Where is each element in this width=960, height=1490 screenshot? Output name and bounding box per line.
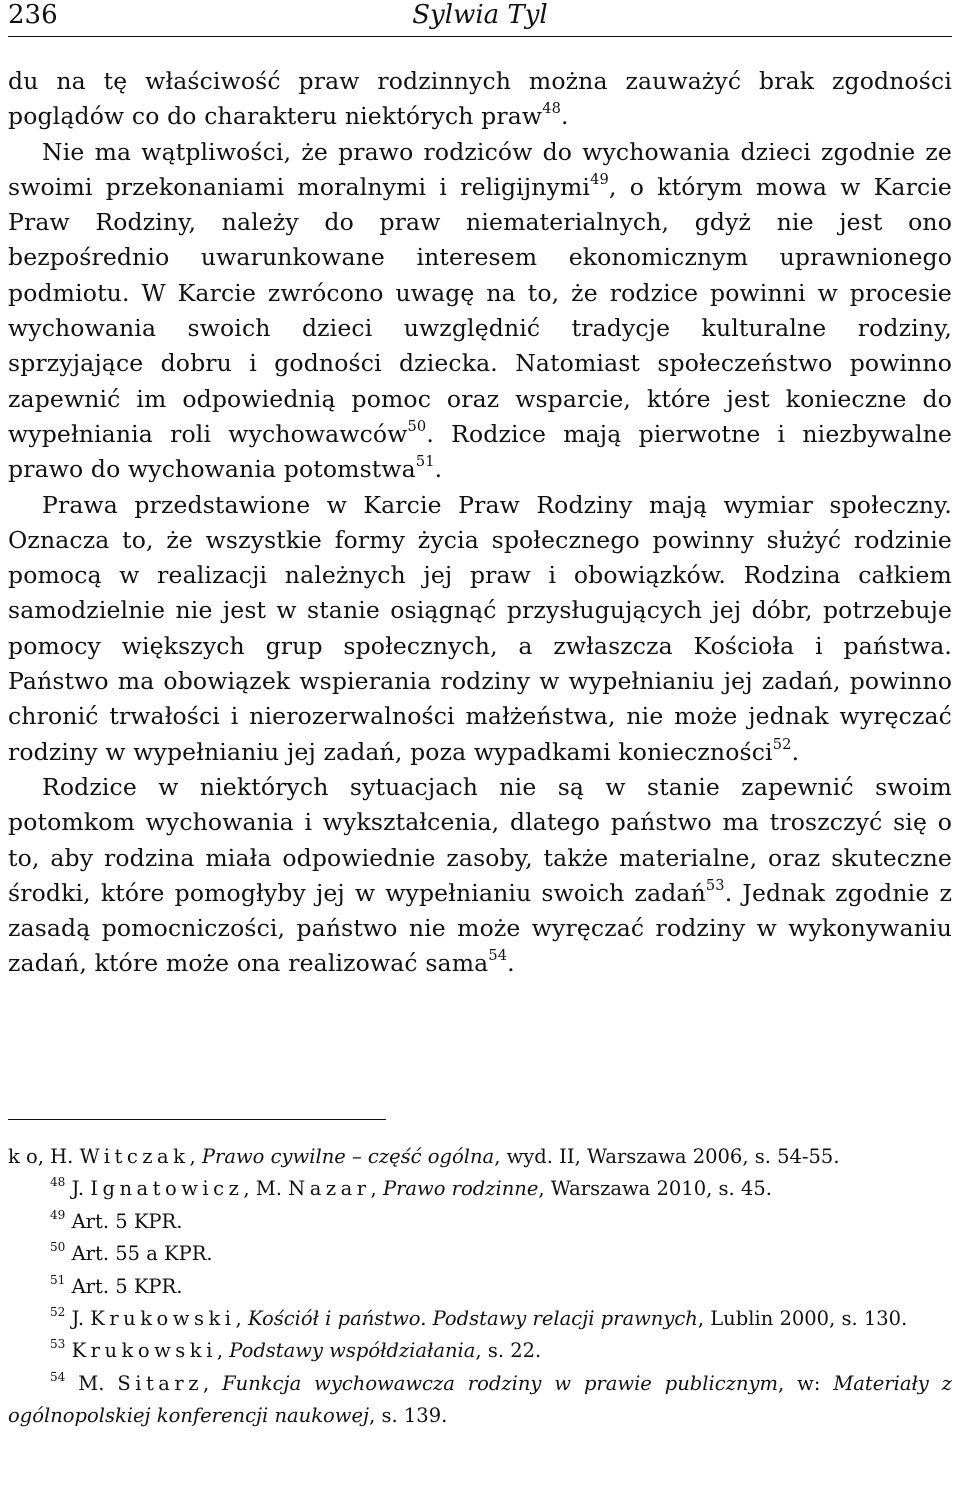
footnote-number: 52	[50, 1304, 66, 1319]
footnote-text: k o, H.	[8, 1145, 80, 1168]
footnote-54	[8, 1368, 952, 1433]
footnote-text: ,	[370, 1177, 383, 1201]
paragraph-text: Prawa przedstawione w Karcie Praw Rodziny mają wymiar społeczny. Oznacza to, że wszystkie formy życia społecznego powinny służyć rodzinie pomocą w realizacji należnych jej praw i obowiązków. Rodzina całkiem samodzielnie nie jest w stanie osiągnąć przysługujących jej dóbr, potrzebuje pomocy większych grup społecznych, a zwłaszcza Kościoła i państwa. Państwo ma obowiązek wspierania rodziny w wypełnianiu jej zadań, powinno chronić trwałości i nierozerwalności małżeństwa, nie może jednak wyręczać rodziny w wypełnianiu jej zadań, poza wypadkami konieczności	[8, 490, 952, 766]
footnote-title: Prawo cywilne – część ogólna	[201, 1145, 495, 1168]
paragraph-text: . Rodzice mają pierwotne i niezbywalne prawo do wychowania potomstwa	[8, 419, 952, 484]
footnote-continuation	[8, 1141, 952, 1173]
footnote-author: Nazar	[288, 1177, 371, 1201]
footnote-text: Art. 55 a KPR.	[71, 1242, 213, 1266]
paragraph-text: , o którym mowa w Karcie Praw Rodziny, należy do praw niematerialnych, gdyż nie jest ono bezpośrednio uwarunkowane interesem ekonomicznym uprawnionego podmiotu. W Karcie zwrócono uwagę na to, że rodzice powinni w procesie wychowania swoich dzieci uwzględnić tradycje kulturalne rodziny, sprzyjające dobru i godności dziecka. Natomiast społeczeństwo powinno zapewnić im odpowiednią pomoc oraz wsparcie, które jest konieczne do wypełniania roli wychowawców	[8, 172, 952, 448]
footnote-ref-53: 53	[705, 876, 725, 894]
footnote-ref-51: 51	[415, 453, 435, 471]
footnote-51	[8, 1271, 952, 1303]
footnote-text: , Warszawa 2010, s. 45.	[538, 1177, 772, 1201]
footnote-title: Kościół i państwo. Podstawy relacji prawnych	[247, 1307, 698, 1331]
paragraph-1	[8, 64, 952, 135]
footnote-text: , w:	[778, 1371, 834, 1395]
footnote-number: 54	[50, 1369, 66, 1384]
footnote-text: , wyd. II, Warszawa 2006, s. 54-55.	[494, 1145, 840, 1168]
footnote-text: , Lublin 2000, s. 130.	[697, 1307, 908, 1331]
footnote-title: Funkcja wychowawcza rodziny w prawie publicznym	[222, 1371, 779, 1395]
footnote-ref-48: 48	[542, 100, 562, 118]
footnote-author: Witczak	[79, 1145, 190, 1168]
page-number: 236	[8, 0, 58, 30]
footnote-ref-52: 52	[772, 735, 792, 753]
footnote-author: Ignatowicz	[90, 1177, 244, 1201]
footnote-ref-50: 50	[407, 418, 427, 436]
footnote-number: 49	[50, 1207, 66, 1222]
paragraph-4	[8, 770, 952, 982]
footnotes	[8, 1141, 952, 1433]
paragraph-text: .	[791, 737, 800, 766]
paragraph-text: .	[507, 949, 515, 978]
footnote-text: ,	[203, 1371, 223, 1395]
footnote-author: Krukowski	[71, 1339, 217, 1363]
footnote-number: 50	[50, 1240, 66, 1255]
footnote-ref-49: 49	[590, 170, 609, 188]
footnote-ref-54: 54	[488, 947, 508, 965]
main-text	[8, 64, 952, 982]
footnote-number: 48	[50, 1175, 66, 1190]
footnote-title: Materiały z ogólnopolskiej konferencji naukowej	[8, 1371, 952, 1428]
footnote-48	[8, 1173, 952, 1205]
footnote-text: , M.	[243, 1177, 289, 1201]
footnote-number: 51	[50, 1272, 66, 1287]
footnote-title: Podstawy współdziałania	[229, 1339, 476, 1363]
page-header	[8, 0, 952, 40]
footnote-50	[8, 1238, 952, 1270]
header-rule	[8, 36, 952, 37]
footnote-text: , s. 139.	[369, 1404, 448, 1428]
footnote-text: Art. 5 KPR.	[71, 1274, 183, 1298]
paragraph-text: Rodzice w niektórych sytuacjach nie są w stanie zapewnić swoim potomkom wychowania i wykształcenia, dlatego państwo ma troszczyć się o to, aby rodzina miała odpowiednie zasoby, także materialne, oraz skuteczne środki, które pomogłyby jej w wypełnianiu swoich zadań	[8, 772, 952, 907]
footnote-text: ,	[216, 1339, 230, 1363]
paragraph-text: . Jednak zgodnie z zasadą pomocniczości, państwo nie może wyręczać rodziny w wykonywaniu zadań, które może ona realizować sama	[8, 878, 952, 978]
footnote-rule	[8, 1119, 386, 1120]
footnote-text: Art. 5 KPR.	[71, 1209, 183, 1233]
paragraph-text: du na tę właściwość praw rodzinnych można zauważyć brak zgodności poglądów co do charakteru niektórych praw	[8, 67, 952, 131]
footnote-49	[8, 1206, 952, 1238]
paragraph-text: .	[561, 102, 569, 131]
footnote-number: 53	[50, 1337, 66, 1352]
footnote-52	[8, 1303, 952, 1335]
paragraph-text: .	[434, 455, 443, 484]
footnote-text: J.	[71, 1307, 91, 1331]
footnote-text: ,	[235, 1307, 248, 1331]
paragraph-2	[8, 135, 952, 488]
footnote-text: J.	[71, 1177, 91, 1201]
footnote-53	[8, 1335, 952, 1367]
footnote-author: Krukowski	[90, 1307, 236, 1331]
paragraph-text: Nie ma wątpliwości, że prawo rodziców do wychowania dzieci zgodnie ze swoimi przekonaniami moralnymi i religijnymi	[8, 137, 952, 201]
footnote-author: Sitarz	[117, 1371, 204, 1395]
paragraph-3	[8, 488, 952, 770]
footnote-title: Prawo rodzinne	[382, 1177, 539, 1201]
footnote-text: ,	[189, 1145, 202, 1168]
footnote-text: M.	[78, 1371, 118, 1395]
footnote-text: , s. 22.	[475, 1339, 542, 1363]
running-head-author: Sylwia Tyl	[412, 0, 548, 30]
